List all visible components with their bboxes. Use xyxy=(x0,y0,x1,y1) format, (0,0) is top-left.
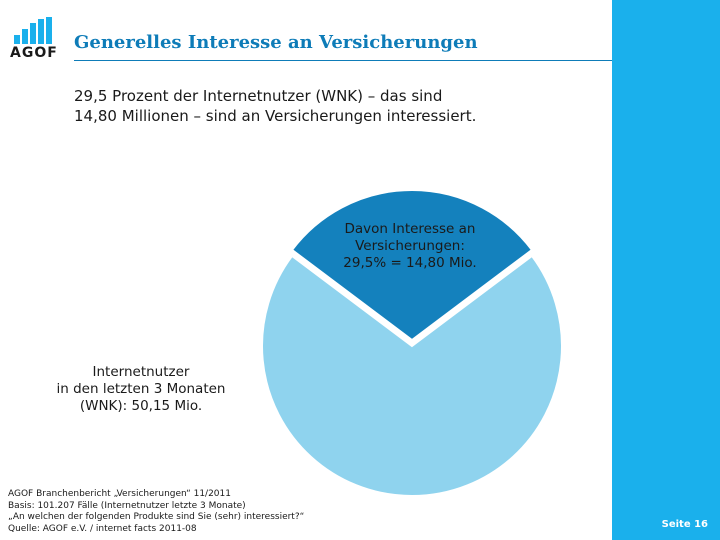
footnote-report: AGOF Branchenbericht „Versicherungen“ 11/2011 xyxy=(8,489,231,499)
logo-text: AGOF xyxy=(10,45,58,61)
pie-label-insurance-interest xyxy=(320,221,500,272)
footnote-basis: Basis: 101.207 Fälle (Internetnutzer letzte 3 Monate) xyxy=(8,500,246,511)
subtitle-line-1: 29,5 Prozent der Internetnutzer (WNK) – das sind xyxy=(74,87,443,105)
pie-label-internet-users xyxy=(18,364,264,415)
pie-label-interest-line-3: 29,5% = 14,80 Mio. xyxy=(343,255,477,271)
pie-label-interest-line-2: Versicherungen: xyxy=(355,238,465,254)
page-number: Seite 16 xyxy=(661,519,708,530)
footnote-question: „An welchen der folgenden Produkte sind Sie (sehr) interessiert?“ xyxy=(8,512,305,522)
footnotes xyxy=(8,489,368,535)
subtitle-line-2: 14,80 Millionen – sind an Versicherungen interessiert. xyxy=(74,107,477,125)
pie-label-total-line-3: (WNK): 50,15 Mio. xyxy=(79,398,203,414)
pie-label-total-line-1: Internetnutzer xyxy=(92,364,190,380)
footnote-source: Quelle: AGOF e.V. / internet facts 2011-08 xyxy=(8,523,197,534)
pie-label-total-line-2: in den letzten 3 Monaten xyxy=(56,381,226,397)
pie-label-interest-line-1: Davon Interesse an xyxy=(344,221,476,237)
page-title: Generelles Interesse an Versicherungen xyxy=(74,32,478,53)
